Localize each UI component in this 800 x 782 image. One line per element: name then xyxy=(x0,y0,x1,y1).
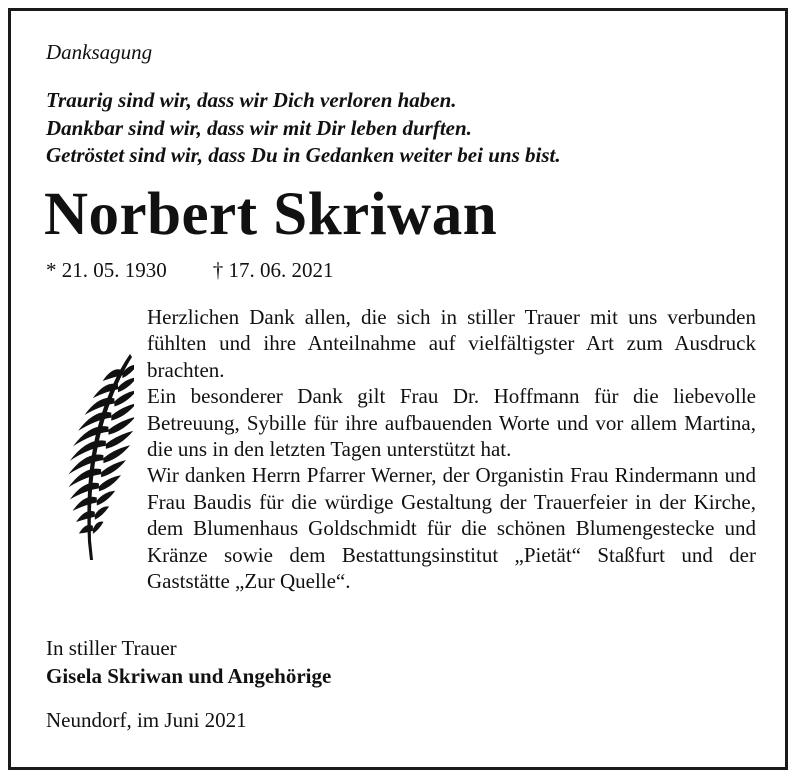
signature-names: Gisela Skriwan und Angehörige xyxy=(46,664,332,688)
leaflet xyxy=(114,390,134,406)
leaflet xyxy=(76,511,95,522)
leaflet xyxy=(95,506,109,519)
leaflet xyxy=(85,398,115,415)
verse-block xyxy=(46,87,561,170)
verse-line: Traurig sind wir, dass wir Dich verloren haben. xyxy=(46,88,457,112)
notice-heading: Danksagung xyxy=(46,40,153,64)
leaflet xyxy=(118,377,134,392)
leaflet xyxy=(70,483,99,500)
leaflet xyxy=(93,522,104,534)
leaflet xyxy=(99,475,121,491)
death-date: † 17. 06. 2021 xyxy=(212,258,334,282)
leaflet xyxy=(73,497,97,511)
place-date: Neundorf, im Juni 2021 xyxy=(46,708,247,732)
verse-line: Getröstet sind wir, dass Du in Gedanken weiter bei uns bist. xyxy=(46,143,561,167)
palm-leaf-icon xyxy=(48,352,134,562)
birth-date: * 21. 05. 1930 xyxy=(46,258,167,282)
thanks-text xyxy=(147,304,756,594)
deceased-name: Norbert Skriwan xyxy=(44,181,498,248)
thanks-paragraph: Ein besonderer Dank gilt Frau Dr. Hoffmann für die liebevolle Betreuung, Sybille für ihre aufbauenden Worte und vor allem Martina, die uns in den letzten Tagen unterstützt hat. xyxy=(147,384,756,462)
life-dates xyxy=(46,258,334,283)
verse-line: Dankbar sind wir, dass wir mit Dir leben durften. xyxy=(46,115,472,140)
thanks-paragraph: Wir danken Herrn Pfarrer Werner, der Organistin Frau Rindermann und Frau Baudis für die würdige Gestaltung der Trauerfeier in der Kirche, dem Blumenhaus Goldschmidt für die schönen Blumengestecke und Kränze sowie dem Bestattungsinstitut „Pietät“ Staßfurt und der Gaststätte „Zur Quelle“. xyxy=(147,463,756,594)
thanks-paragraph: Herzlichen Dank allen, die sich in stiller Trauer mit uns verbunden fühlten und ihre Anteilnahme auf vielfältigster Art zum Ausdruck brachten. xyxy=(147,305,756,382)
signature-intro: In stiller Trauer xyxy=(46,636,177,660)
leaflet xyxy=(97,491,115,506)
